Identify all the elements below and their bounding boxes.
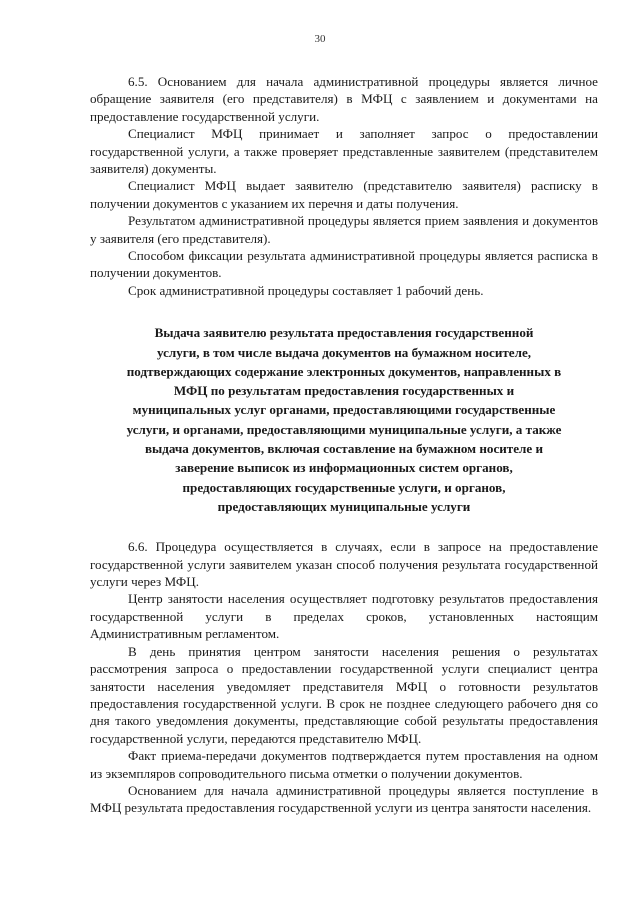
heading-line: предоставляющих муниципальные услуги bbox=[217, 498, 471, 514]
paragraph: Результатом административной процедуры является прием заявления и документов у заявителя (его представителя). bbox=[90, 213, 598, 246]
paragraph: Срок административной процедуры составляет 1 рабочий день. bbox=[128, 282, 484, 298]
heading-line: подтверждающих содержание электронных документов, направленных в bbox=[126, 363, 562, 379]
paragraph: Специалист МФЦ выдает заявителю (представителю заявителя) расписку в получении документов с указанием их перечня и даты получения. bbox=[90, 178, 598, 211]
heading-line: услуги, в том числе выдача документов на бумажном носителе, bbox=[156, 344, 532, 360]
heading-line: выдача документов, включая составление на бумажном носителе и bbox=[144, 441, 544, 457]
heading-line: МФЦ по результатам предоставления государственных и bbox=[173, 383, 515, 399]
heading-line: Выдача заявителю результата предоставления государственной bbox=[154, 325, 534, 341]
heading-line: услуги, и органами, предоставляющими муниципальные услуги, а также bbox=[126, 421, 562, 437]
paragraph: Способом фиксации результата административной процедуры является расписка в получении документов. bbox=[90, 248, 598, 281]
paragraph: Факт приема-передачи документов подтверждается путем проставления на одном из экземпляров сопроводительного письма отметки о получении документов. bbox=[90, 748, 598, 781]
heading-line: предоставляющих государственные услуги, и органов, bbox=[182, 479, 506, 495]
paragraph: 6.5. Основанием для начала административной процедуры является личное обращение заявителя (его представителя) в МФЦ с заявлением и документами на предоставление государственной услуги. bbox=[90, 74, 598, 124]
paragraph: Основанием для начала административной процедуры является поступление в МФЦ результата предоставления государственной услуги из центра занятости населения. bbox=[90, 782, 598, 816]
heading-line: муниципальных услуг органами, предоставляющими государственные bbox=[132, 402, 556, 418]
section-heading bbox=[90, 323, 598, 516]
paragraph: Специалист МФЦ принимает и заполняет запрос о предоставлении государственной услуги, а также проверяет представленные заявителем (представителем заявителя) документы. bbox=[90, 126, 598, 177]
page-content bbox=[90, 73, 598, 817]
page-number: 30 bbox=[314, 33, 326, 45]
paragraph: 6.6. Процедура осуществляется в случаях, если в запросе на предоставление государственной услуги заявителем указан способ получения результата государственной услуги через МФЦ. bbox=[90, 539, 598, 590]
paragraph: Центр занятости населения осуществляет подготовку результатов предоставления государственной услуги в пределах сроков, установленных настоящим Административным регламентом. bbox=[90, 591, 598, 642]
paragraph: В день принятия центром занятости населения решения о результатах рассмотрения запроса о предоставлении государственной услуги специалист центра занятости населения уведомляет представителя МФЦ о готовности результатов предоставления государственной услуги. В срок не позднее следующего рабочего дня со дня такого уведомления документы, представляющие собой результаты предоставления государственной услуги, передаются представителю МФЦ. bbox=[90, 643, 598, 746]
heading-line: заверение выписок из информационных систем органов, bbox=[175, 460, 513, 476]
